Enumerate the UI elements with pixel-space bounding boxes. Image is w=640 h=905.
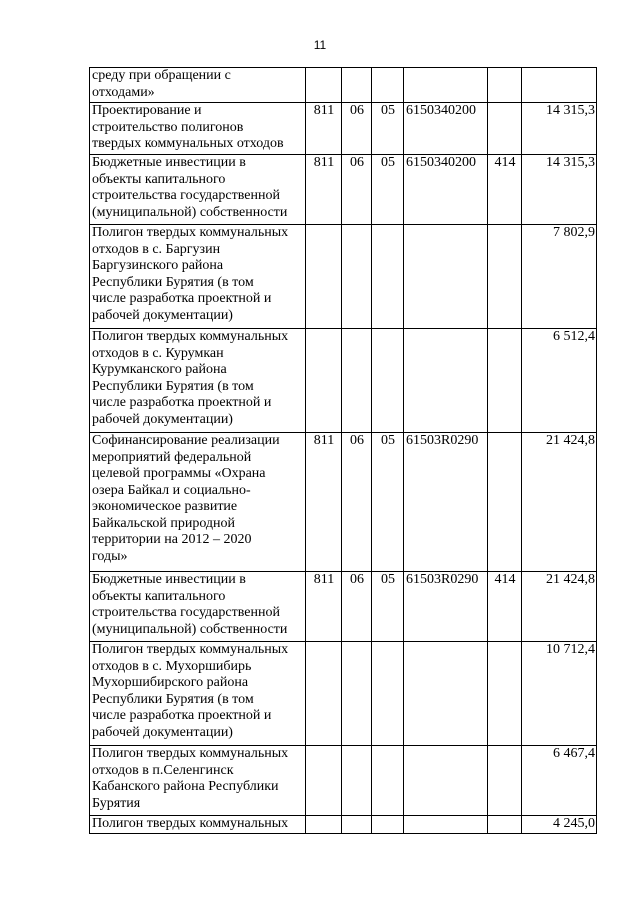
section-cell [342,746,372,816]
section-cell [342,329,372,433]
expense-type-cell [488,642,522,746]
grbs-cell [306,642,342,746]
expense-type-cell [488,329,522,433]
table-row [90,155,597,225]
expense-type-cell [488,816,522,834]
table-row [90,329,597,433]
amount-cell: 21 424,8 [522,433,597,572]
expense-type-cell: 414 [488,572,522,642]
row-name: Полигон твердых коммунальных [90,816,306,834]
grbs-cell [306,225,342,329]
row-name: Полигон твердых коммунальных отходов в п.Селенгинск Кабанского района Республики Бурятия [90,746,306,816]
grbs-cell [306,68,342,103]
expense-type-cell: 414 [488,155,522,225]
row-name: Бюджетные инвестиции в объекты капитального строительства государственной (муниципальной) собственности [90,572,306,642]
table-row [90,642,597,746]
section-cell [342,642,372,746]
row-name: среду при обращении с отходами» [90,68,306,103]
table-row [90,816,597,834]
subsection-cell [372,68,404,103]
amount-cell [522,68,597,103]
grbs-cell: 811 [306,103,342,155]
budget-table [89,67,597,834]
target-article-cell [404,642,488,746]
expense-type-cell [488,433,522,572]
section-cell [342,816,372,834]
table-row [90,68,597,103]
amount-cell: 4 245,0 [522,816,597,834]
grbs-cell [306,746,342,816]
row-name: Софинансирование реализации мероприятий федеральной целевой программы «Охрана озера Байкал и социально- экономическое развитие Байкальской природной территории на 2012 – 2020 годы» [90,433,306,572]
target-article-cell [404,225,488,329]
subsection-cell: 05 [372,155,404,225]
section-cell [342,225,372,329]
row-name: Полигон твердых коммунальных отходов в с. Курумкан Курумканского района Республики Бурятия (в том числе разработка проектной и рабочей документации) [90,329,306,433]
subsection-cell [372,225,404,329]
grbs-cell: 811 [306,433,342,572]
target-article-cell [404,329,488,433]
page-number: 11 [313,38,327,52]
amount-cell: 6 467,4 [522,746,597,816]
grbs-cell: 811 [306,572,342,642]
target-article-cell [404,816,488,834]
table-row [90,225,597,329]
expense-type-cell [488,68,522,103]
expense-type-cell [488,746,522,816]
target-article-cell: 61503R0290 [404,572,488,642]
target-article-cell: 6150340200 [404,155,488,225]
expense-type-cell [488,103,522,155]
grbs-cell: 811 [306,155,342,225]
subsection-cell: 05 [372,433,404,572]
table-row [90,103,597,155]
expense-type-cell [488,225,522,329]
row-name: Бюджетные инвестиции в объекты капитального строительства государственной (муниципальной) собственности [90,155,306,225]
amount-cell: 14 315,3 [522,103,597,155]
table-row [90,746,597,816]
section-cell [342,68,372,103]
subsection-cell [372,746,404,816]
subsection-cell [372,642,404,746]
table-row [90,433,597,572]
subsection-cell: 05 [372,572,404,642]
section-cell: 06 [342,103,372,155]
subsection-cell [372,816,404,834]
target-article-cell: 61503R0290 [404,433,488,572]
target-article-cell: 6150340200 [404,103,488,155]
amount-cell: 7 802,9 [522,225,597,329]
target-article-cell [404,746,488,816]
amount-cell: 14 315,3 [522,155,597,225]
section-cell: 06 [342,155,372,225]
row-name: Проектирование и строительство полигонов твердых коммунальных отходов [90,103,306,155]
row-name: Полигон твердых коммунальных отходов в с. Баргузин Баргузинского района Республики Бурятия (в том числе разработка проектной и рабочей документации) [90,225,306,329]
row-name: Полигон твердых коммунальных отходов в с. Мухоршибирь Мухоршибирского района Республики Бурятия (в том числе разработка проектной и рабочей документации) [90,642,306,746]
section-cell: 06 [342,433,372,572]
amount-cell: 10 712,4 [522,642,597,746]
target-article-cell [404,68,488,103]
subsection-cell [372,329,404,433]
amount-cell: 21 424,8 [522,572,597,642]
grbs-cell [306,816,342,834]
amount-cell: 6 512,4 [522,329,597,433]
section-cell: 06 [342,572,372,642]
subsection-cell: 05 [372,103,404,155]
grbs-cell [306,329,342,433]
table-row [90,572,597,642]
